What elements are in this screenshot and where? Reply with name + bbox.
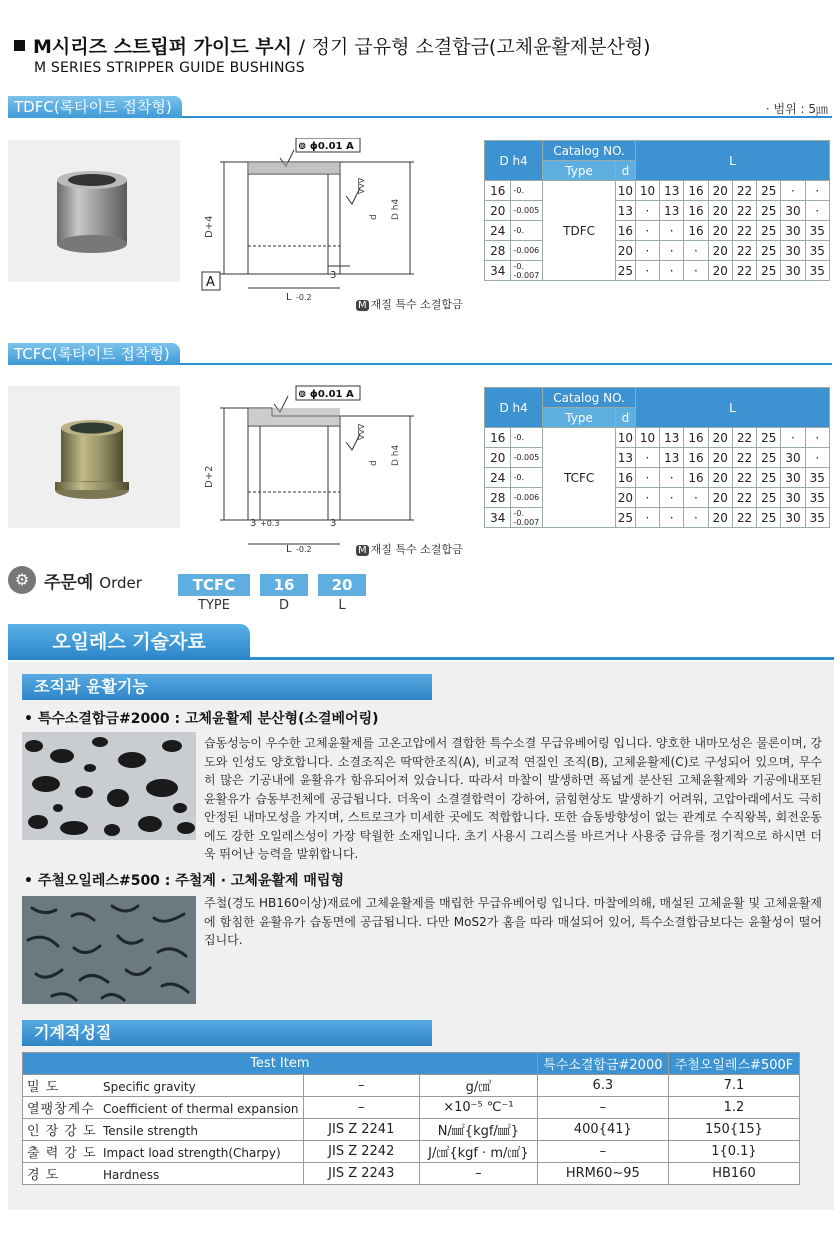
table-row: [23, 1119, 800, 1141]
cell-L: ·: [635, 261, 659, 281]
cell-L: ·: [660, 241, 684, 261]
micrograph-sintered: [22, 732, 196, 840]
dim-l-tol: -0.2: [296, 545, 312, 554]
cell-L: ·: [684, 488, 708, 508]
cell-L: 25: [757, 468, 781, 488]
cell-L: 13: [660, 181, 684, 201]
cell-L: 13: [660, 448, 684, 468]
cell-L: 35: [805, 468, 829, 488]
cell-L: 20: [708, 448, 732, 468]
table-row: [485, 508, 830, 528]
datum-label: A: [206, 275, 215, 290]
cell-D: 24: [485, 468, 511, 488]
order-type-box: TCFC: [178, 574, 250, 596]
technical-drawing-tcfc: [200, 384, 470, 554]
mech-header-item: Test Item: [23, 1053, 538, 1075]
cell-L: 16: [684, 181, 708, 201]
cell-L: 16: [684, 448, 708, 468]
dim-three-right: 3: [330, 518, 337, 529]
cell-L: 20: [708, 221, 732, 241]
cell-L: 16: [684, 468, 708, 488]
cell-L: 22: [732, 241, 756, 261]
cell-D: 20: [485, 201, 511, 221]
cell-D: 24: [485, 221, 511, 241]
cell-L: 25: [757, 508, 781, 528]
cell-L: 25: [757, 201, 781, 221]
col-dh4: D h4: [485, 141, 543, 181]
structure-subheader: 조직과 윤활기능: [22, 674, 432, 700]
table-row: [485, 468, 830, 488]
table-row: [485, 221, 830, 241]
concentricity-tolerance: ⊚ ϕ0.01 A: [298, 389, 354, 400]
cell-type: TDFC: [543, 181, 616, 281]
cell-2000: HRM60∼95: [537, 1163, 668, 1185]
cell-D: 28: [485, 488, 511, 508]
cell-D: 16: [485, 428, 511, 448]
cell-L: 25: [757, 428, 781, 448]
cell-L: 35: [805, 508, 829, 528]
cell-L: ·: [805, 448, 829, 468]
cell-L: 20: [708, 261, 732, 281]
cell-d: 16: [616, 221, 636, 241]
cell-unit: g/㎤: [420, 1075, 538, 1097]
cell-L: 20: [708, 488, 732, 508]
cell-standard: JIS Z 2243: [303, 1163, 420, 1185]
cell-L: 20: [708, 468, 732, 488]
table-row: [485, 241, 830, 261]
cell-L: 22: [732, 201, 756, 221]
table-row: [485, 261, 830, 281]
cell-property: 열팽창계수 Coefficient of thermal expansion: [23, 1097, 304, 1119]
spec-table-tcfc: [484, 387, 830, 528]
cell-L: ·: [635, 488, 659, 508]
cell-L: ·: [805, 201, 829, 221]
table-row: [485, 488, 830, 508]
cell-L: 16: [684, 201, 708, 221]
cell-L: 22: [732, 181, 756, 201]
cell-L: ·: [660, 488, 684, 508]
cell-unit: N/㎟{kgf/㎟}: [420, 1119, 538, 1141]
order-d-box: 16: [260, 574, 308, 596]
cell-tol: -0.: [511, 468, 543, 488]
dim-d-plus: D+2: [204, 465, 215, 488]
cell-L: ·: [781, 181, 805, 201]
cell-L: 22: [732, 261, 756, 281]
cell-L: 22: [732, 448, 756, 468]
cell-500f: 150{15}: [668, 1119, 799, 1141]
page-title: M시리즈 스트립퍼 가이드 부시 / 정기 급유형 소결합금(고체윤활제분산형): [14, 32, 651, 59]
cell-d: 25: [616, 261, 636, 281]
cell-L: 20: [708, 181, 732, 201]
cell-500f: HB160: [668, 1163, 799, 1185]
cell-property: 인 장 강 도 Tensile strength: [23, 1119, 304, 1141]
col-catalog: Catalog NO.: [543, 388, 636, 408]
product-photo-tcfc: [8, 386, 180, 528]
cell-D: 28: [485, 241, 511, 261]
cell-tol: -0. -0.007: [511, 508, 543, 528]
table-row: [23, 1097, 800, 1119]
col-d: d: [616, 408, 636, 428]
table-row: [485, 448, 830, 468]
cell-tol: -0. -0.007: [511, 261, 543, 281]
cell-L: 22: [732, 221, 756, 241]
cell-L: ·: [805, 428, 829, 448]
cell-L: ·: [684, 241, 708, 261]
dim-dh4: D h4: [391, 198, 401, 220]
para-cast-iron: 주철(경도 HB160이상)재료에 고체윤활제를 매립한 무급유베어링 입니다. 마찰에의해, 매설된 고체윤활 및 고체윤활제에 함침한 윤활유가 습동면에 공급됩니다. 다만 MoS2가 홈을 따라 매설되어 있어, 특수소결합금보다는 윤활성이 떨어집니다.: [204, 896, 822, 947]
cell-L: 30: [781, 468, 805, 488]
col-catalog: Catalog NO.: [543, 141, 636, 161]
cell-500f: 1{0.1}: [668, 1141, 799, 1163]
table-row: [485, 428, 830, 448]
cell-standard: –: [303, 1075, 420, 1097]
cell-L: ·: [635, 241, 659, 261]
cell-L: 25: [757, 181, 781, 201]
cell-tol: -0.006: [511, 241, 543, 261]
cell-L: 22: [732, 428, 756, 448]
dim-three: 3: [330, 270, 337, 281]
cell-property: 출 력 강 도 Impact load strength(Charpy): [23, 1141, 304, 1163]
cell-L: ·: [635, 508, 659, 528]
cell-L: 16: [684, 428, 708, 448]
section-tab-tcfc: TCFC(록타이트 접착형): [8, 343, 180, 365]
cell-tol: -0.005: [511, 448, 543, 468]
cell-L: ·: [660, 508, 684, 528]
para-sintered: 습동성능이 우수한 고체윤활제를 고온고압에서 결합한 특수소결 무급유베어링 입니다. 양호한 내마모성은 물론이며, 강도와 인성도 양호합니다. 소결조직은 딱딱한조직(A), 비교적 연질인 조직(B), 고체윤활제(C)로 구성되어 있으며, 무수히 많은 기공내에 윤활유가 함유되어져 있습니다. 따라서 마찰이 발생하면 폭넓게 분산된 고체윤활제와 기공에내포된 윤활유가 습동부전체에 공급됩니다. 더욱이 소결결합력이 강하여, 긁힘현상도 발생하기 어려워, 고압아래에서도 극히 안정된 내마모성을 가지며, 스트로크가 미세한 곳에도 적합합니다. 또한 습동방향성이 없는 관계로 수직왕복, 회전운동에도 강한 오일레스성이 가장 탁월한 소재입니다. 초기 사용시 그리스를 바르거나 사용중 급유를 정기적으로 하시면 더욱 뛰어난 능력을 발휘합니다.: [204, 736, 822, 861]
table-row: [23, 1141, 800, 1163]
table-row: [485, 181, 830, 201]
cell-2000: 6.3: [537, 1075, 668, 1097]
cell-d: 10: [616, 428, 636, 448]
cell-L: 22: [732, 468, 756, 488]
cell-property: 경 도 Hardness: [23, 1163, 304, 1185]
square-bullet-icon: [14, 40, 25, 51]
cell-unit: –: [420, 1163, 538, 1185]
col-type: Type: [543, 408, 616, 428]
order-gear-icon: ⚙: [8, 566, 36, 594]
mechanical-properties-table: [22, 1052, 800, 1185]
bullet-sintered: • 특수소결합금#2000 : 고체윤활제 분산형(소결베어링): [24, 711, 379, 727]
cell-property: 밀 도 Specific gravity: [23, 1075, 304, 1097]
surface-marks: ∇∇∇: [357, 177, 366, 194]
section-tab-tdfc: TDFC(록타이트 접착형): [8, 96, 182, 118]
cell-d: 13: [616, 201, 636, 221]
col-l: L: [635, 388, 829, 428]
flange-tol: +0.3: [260, 519, 280, 528]
cell-2000: –: [537, 1097, 668, 1119]
concentricity-tolerance: ⊚ ϕ0.01 A: [298, 141, 354, 152]
table-row: [23, 1163, 800, 1185]
order-l-box: 20: [318, 574, 366, 596]
cell-unit: J/㎠{kgf · m/㎠}: [420, 1141, 538, 1163]
col-type: Type: [543, 161, 616, 181]
oilless-panel: [8, 662, 834, 1210]
cell-tol: -0.: [511, 428, 543, 448]
cell-L: 30: [781, 488, 805, 508]
cell-L: 30: [781, 448, 805, 468]
cell-L: 35: [805, 221, 829, 241]
dim-l: L: [286, 544, 292, 554]
cell-tol: -0.: [511, 181, 543, 201]
table-row: [23, 1075, 800, 1097]
cell-type: TCFC: [543, 428, 616, 528]
cell-L: 25: [757, 221, 781, 241]
order-type-label: TYPE: [198, 598, 230, 613]
order-d-label: D: [278, 598, 289, 613]
cell-d: 20: [616, 241, 636, 261]
cell-L: 13: [660, 428, 684, 448]
col-l: L: [635, 141, 829, 181]
dim-dh4: D h4: [391, 444, 401, 466]
cell-L: 35: [805, 241, 829, 261]
cell-L: ·: [781, 428, 805, 448]
cell-500f: 7.1: [668, 1075, 799, 1097]
cell-L: 22: [732, 488, 756, 508]
cell-L: 20: [708, 241, 732, 261]
cell-L: 25: [757, 448, 781, 468]
mech-header-2000: 특수소결합금#2000: [537, 1053, 668, 1075]
cell-L: 20: [708, 508, 732, 528]
cell-L: ·: [805, 181, 829, 201]
dim-d: d: [369, 460, 379, 466]
mech-header-500f: 주철오일레스#500F: [668, 1053, 799, 1075]
cell-D: 16: [485, 181, 511, 201]
cell-L: 30: [781, 221, 805, 241]
cell-2000: 400{41}: [537, 1119, 668, 1141]
material-caption-tdfc: M 재질 특수 소결합금: [358, 298, 463, 311]
cell-tol: -0.006: [511, 488, 543, 508]
range-note: · 범위 : 5㎛: [765, 102, 828, 116]
mechanical-subheader: 기계적성질: [22, 1020, 432, 1046]
dim-d-plus: D+4: [204, 215, 215, 238]
cell-L: ·: [635, 448, 659, 468]
cell-L: 30: [781, 241, 805, 261]
dim-l: L: [286, 292, 292, 303]
cell-standard: JIS Z 2241: [303, 1119, 420, 1141]
cell-d: 16: [616, 468, 636, 488]
surface-marks: ∇∇∇: [357, 423, 366, 440]
material-caption-tcfc: M 재질 특수 소결합금: [358, 543, 463, 556]
cell-L: ·: [635, 468, 659, 488]
cell-tol: -0.005: [511, 201, 543, 221]
cell-L: 10: [635, 181, 659, 201]
dim-d: d: [369, 214, 379, 220]
section-bar-tdfc: [8, 96, 832, 118]
cell-L: 20: [708, 201, 732, 221]
cell-tol: -0.: [511, 221, 543, 241]
cell-L: ·: [660, 468, 684, 488]
cell-L: ·: [660, 221, 684, 241]
cell-L: 20: [708, 428, 732, 448]
cell-d: 25: [616, 508, 636, 528]
cell-L: 25: [757, 241, 781, 261]
cell-L: 30: [781, 508, 805, 528]
cell-L: 10: [635, 428, 659, 448]
section-bar-tcfc: [8, 343, 832, 365]
cell-standard: –: [303, 1097, 420, 1119]
micrograph-cast-iron: [22, 896, 196, 1004]
cell-D: 34: [485, 508, 511, 528]
order-label: 주문예 Order: [44, 573, 142, 593]
spec-table-tdfc: [484, 140, 830, 281]
cell-L: 35: [805, 488, 829, 508]
cell-L: ·: [635, 221, 659, 241]
cell-D: 20: [485, 448, 511, 468]
col-dh4: D h4: [485, 388, 543, 428]
bullet-cast-iron: • 주철오일레스#500 : 주철계 · 고체윤활제 매립형: [24, 873, 344, 889]
cell-L: 25: [757, 261, 781, 281]
cell-D: 34: [485, 261, 511, 281]
table-row: [485, 201, 830, 221]
cell-L: 25: [757, 488, 781, 508]
cell-unit: ×10⁻⁵ ℃⁻¹: [420, 1097, 538, 1119]
cell-L: 30: [781, 201, 805, 221]
col-d: d: [616, 161, 636, 181]
cell-L: ·: [660, 261, 684, 281]
cell-2000: –: [537, 1141, 668, 1163]
cell-500f: 1.2: [668, 1097, 799, 1119]
cell-L: ·: [635, 201, 659, 221]
dim-l-tol: -0.2: [296, 293, 312, 302]
cell-L: 35: [805, 261, 829, 281]
cell-L: 13: [660, 201, 684, 221]
oilless-title: 오일레스 기술자료: [8, 624, 250, 660]
cell-d: 13: [616, 448, 636, 468]
flanged-bushing-image: [55, 416, 129, 500]
cell-L: 22: [732, 508, 756, 528]
cell-L: ·: [684, 261, 708, 281]
oilless-section-header: [8, 624, 834, 660]
bushing-image: [55, 170, 129, 254]
cell-L: 16: [684, 221, 708, 241]
cell-L: 30: [781, 261, 805, 281]
page-subtitle: M SERIES STRIPPER GUIDE BUSHINGS: [34, 60, 305, 76]
product-photo-tdfc: [8, 140, 180, 282]
cell-d: 10: [616, 181, 636, 201]
cell-standard: JIS Z 2242: [303, 1141, 420, 1163]
order-l-label: L: [338, 598, 346, 613]
cell-d: 20: [616, 488, 636, 508]
technical-drawing-tdfc: [200, 138, 470, 308]
dim-three-left: 3: [250, 518, 257, 529]
order-example: [8, 566, 388, 616]
cell-L: ·: [684, 508, 708, 528]
